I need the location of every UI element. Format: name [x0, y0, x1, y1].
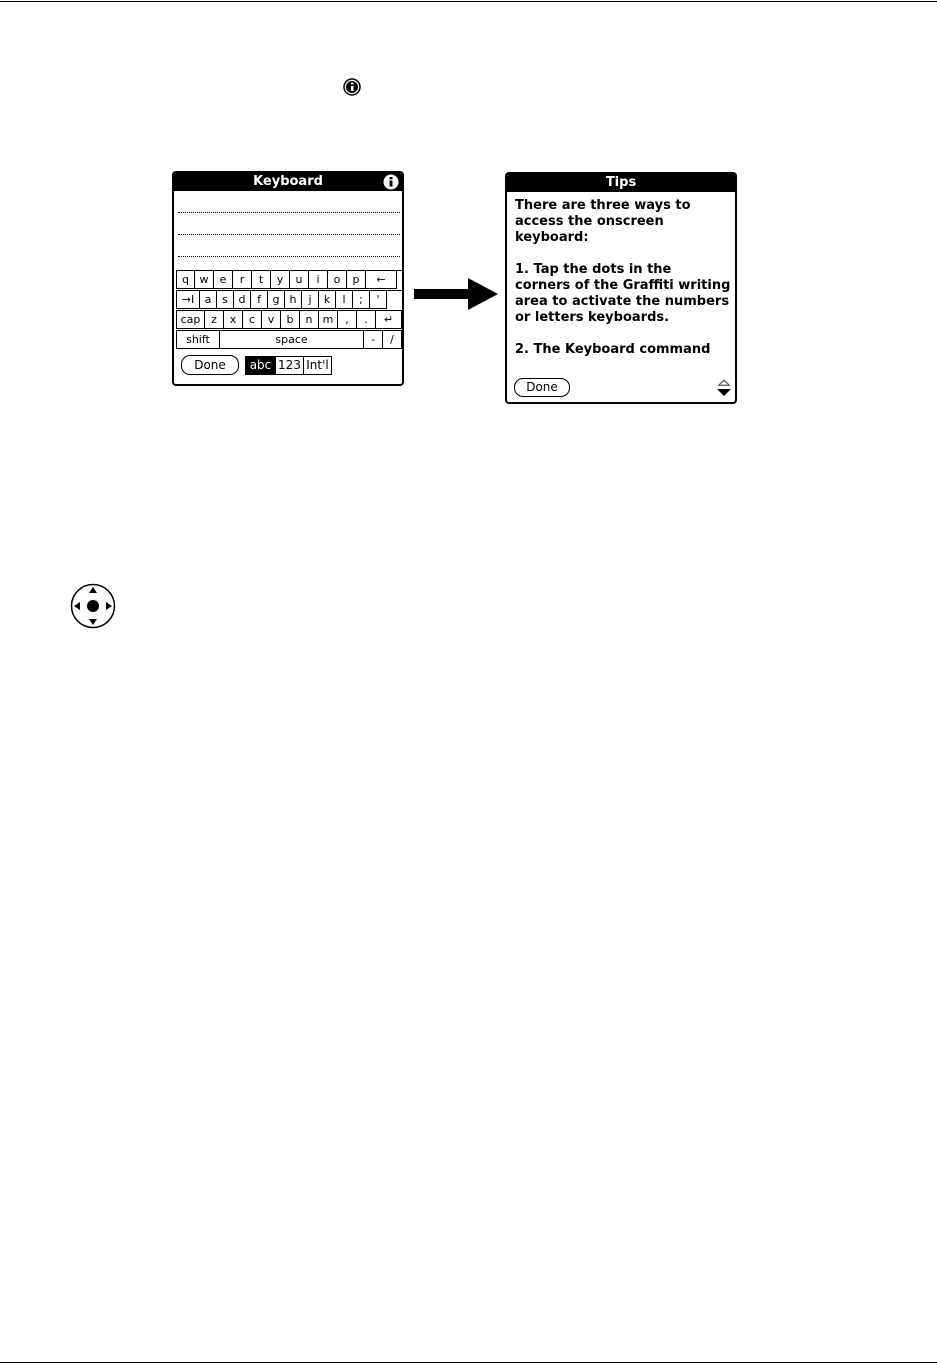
key-a[interactable]: a [200, 291, 217, 309]
key-t[interactable]: t [252, 271, 271, 289]
key-k[interactable]: k [319, 291, 336, 309]
scroll-arrows-icon[interactable] [717, 379, 731, 397]
key-c[interactable]: c [243, 311, 262, 329]
top-rule [0, 1, 937, 2]
right-arrow-icon [414, 278, 498, 310]
keyboard-row [176, 310, 402, 330]
key-i[interactable]: i [309, 271, 328, 289]
mode-intl-button[interactable]: Int'l [303, 356, 332, 375]
key-;[interactable]: ; [353, 291, 370, 309]
key-f[interactable]: f [251, 291, 268, 309]
info-icon [343, 78, 361, 96]
key-cap[interactable]: cap [176, 311, 205, 329]
key-shift[interactable]: shift [176, 331, 220, 349]
key-s[interactable]: s [217, 291, 234, 309]
bottom-rule [0, 1362, 937, 1363]
key-z[interactable]: z [205, 311, 224, 329]
key-/[interactable]: / [383, 331, 402, 349]
done-button[interactable]: Done [514, 378, 570, 397]
key-g[interactable]: g [268, 291, 285, 309]
tips-title: Tips [507, 174, 735, 192]
key-x[interactable]: x [224, 311, 243, 329]
key-m[interactable]: m [319, 311, 338, 329]
key--[interactable]: - [364, 331, 383, 349]
key-n[interactable]: n [300, 311, 319, 329]
keyboard-title: Keyboard [174, 173, 402, 191]
tips-text: There are three ways to access the onscreen keyboard: 1. Tap the dots in the corners of the Graffiti writing area to activate the numbers or letters keyboards. 2. The Keyboard command [515, 198, 731, 357]
key-←[interactable]: ← [366, 271, 397, 289]
text-line [178, 256, 400, 257]
keyboard-row [176, 270, 402, 290]
key-,[interactable]: , [338, 311, 357, 329]
key-e[interactable]: e [214, 271, 233, 289]
key-u[interactable]: u [290, 271, 309, 289]
five-way-navigator-icon [70, 583, 116, 629]
key-.[interactable]: . [357, 311, 376, 329]
keyboard-row [176, 290, 402, 310]
key-'[interactable]: ' [370, 291, 387, 309]
info-icon[interactable] [383, 174, 399, 190]
key-d[interactable]: d [234, 291, 251, 309]
key-l[interactable]: l [336, 291, 353, 309]
keyboard-row [176, 330, 402, 350]
key-v[interactable]: v [262, 311, 281, 329]
key-r[interactable]: r [233, 271, 252, 289]
tips-dialog [505, 172, 737, 404]
key-w[interactable]: w [195, 271, 214, 289]
text-line [178, 234, 400, 235]
key-o[interactable]: o [328, 271, 347, 289]
key-b[interactable]: b [281, 311, 300, 329]
done-button[interactable]: Done [181, 355, 239, 375]
mode-123-button[interactable]: 123 [275, 356, 304, 375]
key-y[interactable]: y [271, 271, 290, 289]
key-j[interactable]: j [302, 291, 319, 309]
key-q[interactable]: q [176, 271, 195, 289]
keyboard-dialog [172, 171, 404, 386]
key-→I[interactable]: →I [176, 291, 200, 309]
mode-abc-button[interactable]: abc [245, 356, 276, 375]
key-↵[interactable]: ↵ [376, 311, 402, 329]
key-h[interactable]: h [285, 291, 302, 309]
key-space[interactable]: space [220, 331, 364, 349]
key-p[interactable]: p [347, 271, 366, 289]
text-line [178, 212, 400, 213]
